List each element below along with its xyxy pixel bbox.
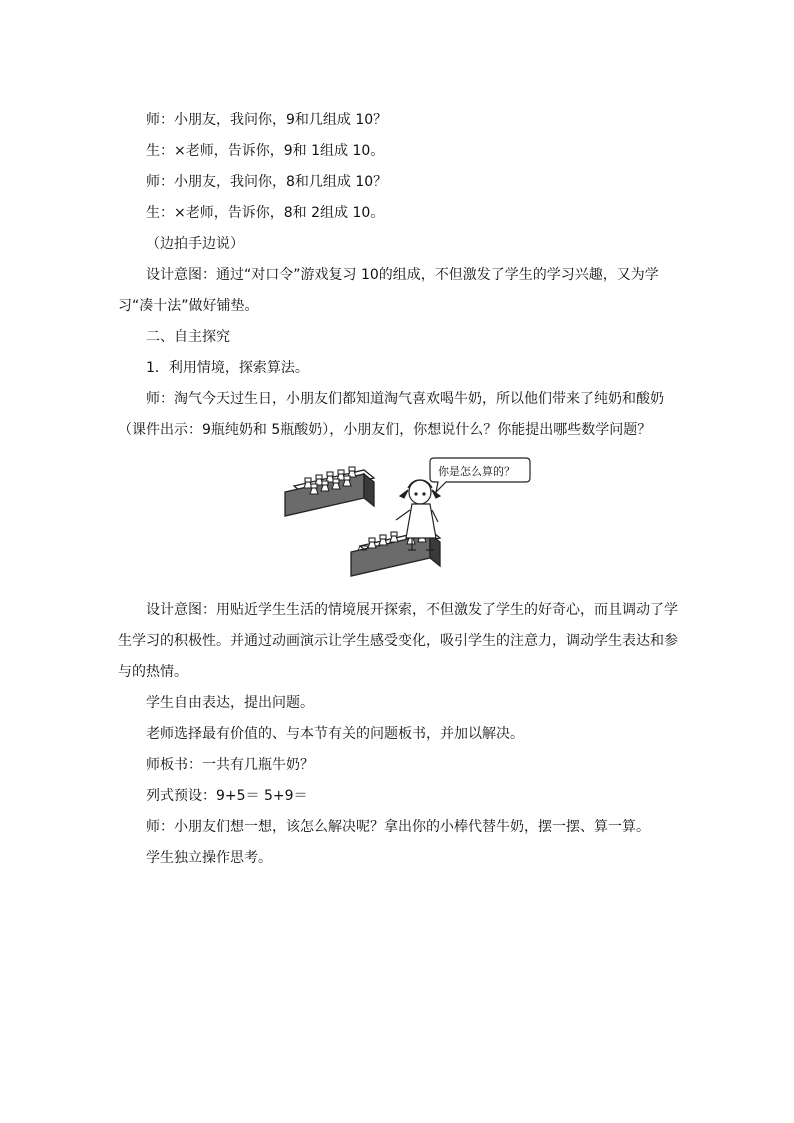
stage-note: （边拍手边说）	[146, 236, 244, 252]
subsection-heading: 1．利用情境，探索算法。	[146, 360, 309, 376]
design-intent-2-cont-1: 生学习的积极性。并通过动画演示让学生感受变化，吸引学生的注意力，调动学生表达和参	[118, 633, 678, 649]
board-writing: 师板书：一共有几瓶牛奶？	[146, 757, 314, 773]
speech-bubble-text: 你是怎么算的？	[438, 465, 515, 478]
design-intent-2-cont-2: 与的热情。	[118, 664, 188, 680]
milk-bottles-illustration	[282, 452, 532, 587]
teacher-intro: 师：淘气今天过生日，小朋友们都知道淘气喜欢喝牛奶，所以他们带来了纯奶和酸奶	[146, 391, 664, 407]
teacher-instruction: 师：小朋友们想一想，该怎么解决呢？拿出你的小棒代替牛奶，摆一摆、算一算。	[146, 819, 650, 835]
design-intent-1: 设计意图：通过“对口令”游戏复习 10的组成，不但激发了学生的学习兴趣，又为学	[146, 267, 659, 283]
teacher-selects: 老师选择最有价值的、与本节有关的问题板书，并加以解决。	[146, 726, 524, 742]
students-express: 学生自由表达，提出问题。	[146, 695, 314, 711]
student-operation: 学生独立操作思考。	[146, 850, 272, 866]
design-intent-1-cont: 习“凑十法”做好铺垫。	[118, 298, 259, 314]
dialogue-line-3: 师：小朋友，我问你，8和几组成 10？	[146, 174, 388, 190]
equation-preset: 列式预设：9+5＝ 5+9＝	[146, 788, 308, 804]
design-intent-2: 设计意图：用贴近学生生活的情境展开探索，不但激发了学生的好奇心，而且调动了学	[146, 602, 678, 618]
teacher-intro-cont: （课件出示：9瓶纯奶和 5瓶酸奶），小朋友们，你想说什么？你能提出哪些数学问题？	[118, 422, 652, 438]
section-heading: 二、自主探究	[146, 329, 230, 345]
dialogue-line-4: 生：×老师，告诉你，8和 2组成 10。	[146, 205, 385, 221]
dialogue-line-1: 师：小朋友，我问你，9和几组成 10？	[146, 112, 388, 128]
dialogue-line-2: 生：×老师，告诉你，9和 1组成 10。	[146, 143, 385, 159]
